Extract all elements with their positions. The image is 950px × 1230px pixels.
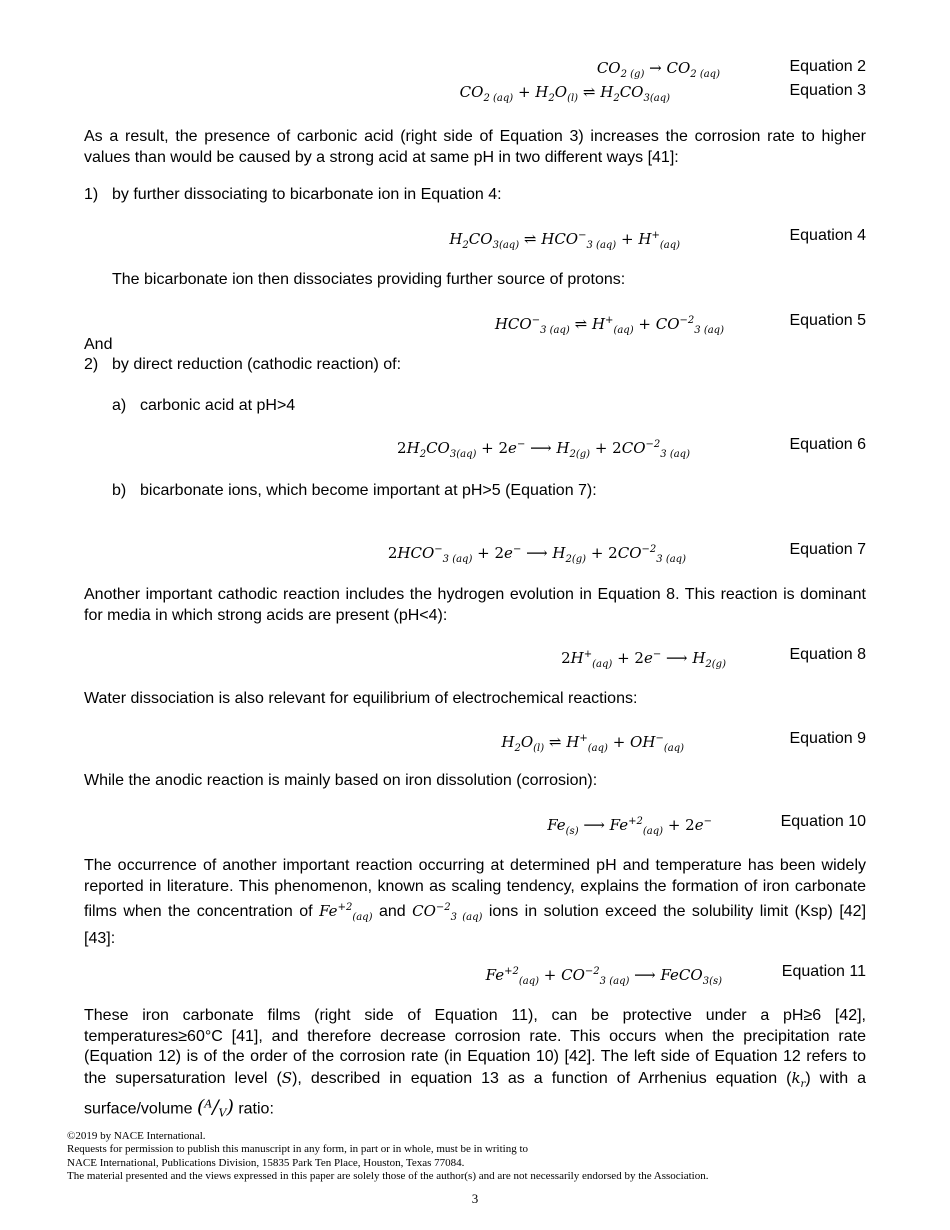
equation-2-label: Equation 2	[789, 58, 866, 75]
paragraph-water: Water dissociation is also relevant for equilibrium of electrochemical reactions:	[84, 690, 638, 707]
equation-6-label: Equation 6	[789, 436, 866, 453]
equation-3: $CO_2$ $_{(aq)} + H_2O_{(l)}$ ⇌ $H_2CO_{3(aq)}$	[459, 83, 670, 104]
footer-disclaimer: The material presented and the views expressed in this paper are solely those of the author(s) and are not necessarily endorsed by the Association.	[67, 1169, 709, 1182]
equation-2: $CO_2$ $_{(g)} \to CO_2$ $_{(aq)}$	[596, 59, 720, 80]
equation-7-label: Equation 7	[789, 541, 866, 558]
footer	[67, 1130, 867, 1183]
inline-fraction-a-over-v: $(^A/_V)$	[196, 1096, 234, 1120]
list-item-2-text: by direct reduction (cathodic reaction) of:	[112, 356, 402, 373]
list-item-1	[84, 185, 502, 205]
list-item-2a-letter: a)	[112, 397, 127, 414]
inline-symbol-s: S	[281, 1068, 293, 1087]
equation-5-label: Equation 5	[789, 312, 866, 329]
equation-11: $Fe^{+2}_{(aq)} + CO^{-2}_3$ $_{(aq)}$ ⟶ FeCO$_{3(s)}$	[485, 966, 722, 987]
equation-3-label: Equation 3	[789, 82, 866, 99]
list-item-2-number: 2)	[84, 356, 99, 373]
paragraph-cathodic: Another important cathodic reaction includes the hydrogen evolution in Equation 8. This reaction is dominant for media in which strong acids are present (pH<4):	[84, 586, 866, 624]
paragraph-films-part-1: These iron carbonate films (right side of Equation 11), can be protective under a pH≥6 [42], temperatures≥60°C [41], and therefore decrease corrosion rate. This occurs when the precipitation rate (Equation 12) is of the order of the corrosion rate (in Equation 10) [42]. The left side of Equation 12 refers to the supersaturation level (	[84, 1007, 866, 1087]
inline-symbol-kr: $k_r$	[791, 1068, 806, 1090]
footer-permission: Requests for permission to publish this manuscript in any form, in part or in whole, must be in writing to	[67, 1143, 529, 1156]
inline-carbonate-ion: $CO^{-2}_3$ $_{(aq)}$	[412, 902, 483, 923]
paragraph-anodic: While the anodic reaction is mainly based on iron dissolution (corrosion):	[84, 772, 598, 789]
bicarbonate-text: The bicarbonate ion then dissociates providing further source of protons:	[112, 271, 626, 288]
list-item-2b-letter: b)	[112, 482, 127, 499]
paragraph-films-part-2: ), described in equation 13 as a function of Arrhenius equation (	[292, 1069, 792, 1087]
equation-9: $H_2O_{(l)}$ ⇌ $H^+_{(aq)} + OH^-_{(aq)}$	[501, 733, 684, 754]
equation-9-label: Equation 9	[789, 730, 866, 747]
inline-fe-ion: $Fe^{+2}_{(aq)}$	[319, 902, 373, 923]
list-item-2b-text: bicarbonate ions, which become important at pH>5 (Equation 7):	[140, 482, 597, 499]
paragraph-films-part-3: ) with a surface/volume	[84, 1069, 867, 1118]
equation-7: $2HCO^-_3$ $_{(aq)}$ + 2e− ⟶ $H_{2(g)} + 2CO^{-2}_3$ $_{(aq)}$	[387, 544, 686, 565]
equation-4: $H_2CO_{3(aq)}$ ⇌ $HCO^-_3$ $_{(aq)} + H^+_{(aq)}$	[449, 230, 680, 251]
list-item-2	[84, 355, 401, 375]
list-item-1-number: 1)	[84, 186, 99, 203]
list-item-2b	[112, 481, 597, 501]
paragraph-carbonic-acid: As a result, the presence of carbonic acid (right side of Equation 3) increases the corrosion rate to higher values than would be caused by a strong acid at same pH in two different ways [41]:	[84, 128, 866, 166]
footer-address: NACE International, Publications Division, 15835 Park Ten Place, Houston, Texas 77084.	[67, 1156, 465, 1169]
list-item-2a-text: carbonic acid at pH>4	[140, 397, 296, 414]
equation-4-label: Equation 4	[789, 227, 866, 244]
paragraph-scaling-part-2: ions in solution exceed the solubility limit (Ksp) [42] [43]:	[84, 903, 867, 947]
paragraph-iron-carbonate-films	[84, 1006, 866, 1124]
footer-copyright: ©2019 by NACE International.	[67, 1130, 206, 1142]
paragraph-scaling-and: and	[378, 903, 406, 920]
equation-10-label: Equation 10	[780, 813, 866, 830]
equation-5: $HCO^-_3$ $_{(aq)}$ ⇌ $H^+_{(aq)} + CO^{-2}_3$ $_{(aq)}$	[494, 315, 724, 336]
page-number: 3	[471, 1191, 479, 1206]
equation-8-label: Equation 8	[789, 646, 866, 663]
paragraph-scaling	[84, 855, 866, 949]
list-item-1-text: by further dissociating to bicarbonate ion in Equation 4:	[112, 186, 502, 203]
equation-6: $2H_2CO_{3(aq)} + 2e^-$ ⟶ $H_{2(g)} + 2CO^{-2}_3$ $_{(aq)}$	[397, 439, 690, 460]
paragraph-scaling-part-1: The occurrence of another important reaction occurring at determined pH and temperature has been widely reported in literature. This phenomenon, known as scaling tendency, explains the formation of iron carbonate films when the concentration of	[84, 857, 866, 920]
and-text: And	[84, 336, 113, 353]
equation-10: $Fe_{(s)}$ ⟶ $Fe^{+2}_{(aq)} + 2e^-$	[547, 816, 712, 837]
equation-8: $2H^+_{(aq)} + 2e^-$ ⟶ $H_{2(g)}$	[561, 649, 726, 670]
paragraph-films-part-4: ratio:	[238, 1100, 274, 1118]
list-item-2a	[112, 396, 295, 416]
equation-11-label: Equation 11	[781, 963, 866, 980]
